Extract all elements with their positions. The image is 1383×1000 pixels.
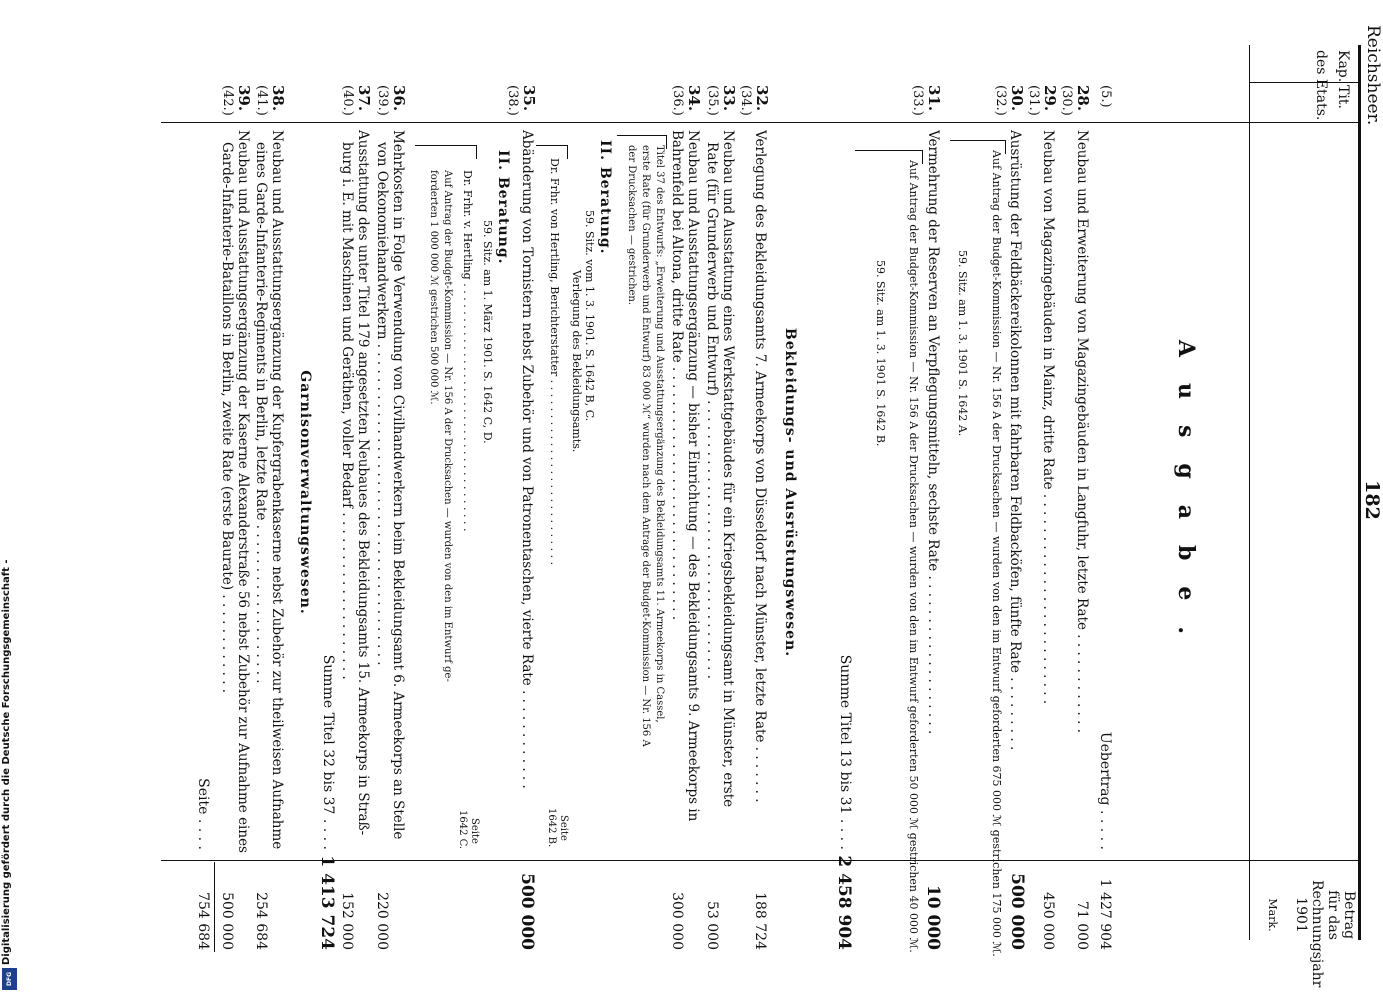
kap-5: (5.) bbox=[1098, 85, 1113, 108]
page-number: 182 bbox=[1361, 480, 1383, 520]
row-38-text: Neubau und Ausstattungsergänzung der Kupfergrabenkaserne nebst Zubehör zur theilweisen Aufnahme bbox=[269, 130, 285, 850]
beratung-b-ref-label: Seite bbox=[469, 818, 480, 844]
beratung-a-ref-label: Seite bbox=[558, 815, 569, 841]
row-30-note: Auf Antrag der Budget-Kommission — Nr. 156 A der Drucksachen — wurden von den im Entwurf geforderten 675 000 ℳ gestrichen 175 000 ℳ. bbox=[990, 150, 1003, 957]
row-36-amount: 220 000 bbox=[374, 892, 390, 950]
row-33-amount: 53 000 bbox=[704, 901, 720, 950]
section-title: Ausgabe. bbox=[1173, 339, 1199, 661]
note-bracket-31-top bbox=[922, 150, 923, 164]
tit-39: 39. bbox=[235, 85, 253, 112]
tit37-note-line-1: Titel 37 des Entwurfs: „Erweiterung und Ausstattungsergänzung des Bekleidungsamts 11. Armeekorps in Cassel, bbox=[654, 145, 665, 723]
column-header-betrag: Betrag für das Rechnungsjahr 1901 bbox=[1293, 880, 1357, 988]
beratung-a-heading: II. Beratung. bbox=[597, 140, 613, 255]
row-36-text: Mehrkosten in Folge Verwendung von Civilhandwerkern beim Bekleidungsamt 6. Armeekorps an Stelle bbox=[390, 130, 406, 840]
kap-34: (34.) bbox=[738, 85, 753, 116]
row-31-sitz: 59. Sitz. am 1. 3. 1901 S. 1642 B. bbox=[874, 260, 887, 447]
note-bracket-tit37-top bbox=[666, 135, 667, 149]
kap-32: (32.) bbox=[993, 85, 1008, 116]
sum-32-37-amount: 1 413 724 bbox=[317, 855, 337, 950]
tit-29: 29. bbox=[1041, 85, 1059, 112]
uebertrag-amount: 1 427 904 bbox=[1097, 878, 1113, 950]
beratung-b-bracket bbox=[415, 145, 477, 146]
row-29-amount: 450 000 bbox=[1040, 892, 1056, 950]
seite-amount: 754 684 bbox=[195, 892, 211, 950]
beratung-b-note-1: Auf Antrag der Budget-Kommission — Nr. 156 A der Drucksachen — wurden von den im Entwurf ge- bbox=[442, 170, 453, 682]
tit-34: 34. bbox=[685, 85, 703, 112]
beratung-a-sitz: 59. Sitz. vom 1. 3. 1901. S. 1642 B, C. bbox=[583, 210, 596, 422]
row-29-text: Neubau von Magazingebäuden in Mainz, dritte Rate . . . . . . . . . . . . . . . . . . . . . . . . . bbox=[1040, 130, 1056, 705]
row-33-text-2: Rate (für Grunderwerb und Entwurf) . . . . . . . . . . . . . . . . . . . . . . . . . . . . . . . . . bbox=[704, 142, 720, 680]
running-header: Reichsheer. bbox=[1363, 25, 1383, 126]
row-28-text: Neubau und Erweiterung von Magazingebäuden in Langfuhr, letzte Rate . . . . . . . . . . . . bbox=[1074, 130, 1090, 733]
clothing-section-heading: Bekleidungs- und Ausrüstungswesen. bbox=[782, 327, 798, 658]
row-32-amount: 188 724 bbox=[752, 892, 768, 950]
kap-38: (38.) bbox=[505, 85, 520, 116]
row-35-amount: 500 000 bbox=[517, 873, 537, 950]
top-rule bbox=[1358, 45, 1361, 940]
tit-30: 30. bbox=[1008, 85, 1026, 112]
note-bracket-30 bbox=[950, 140, 1006, 141]
row-37-text-2: burg i. E. mit Maschinen und Geräthen, voller Bedarf . . . . . . . . . . . . . . . . . . . . bbox=[339, 142, 355, 680]
tit-32: 32. bbox=[753, 85, 771, 112]
header-rule bbox=[1249, 45, 1250, 940]
row-38-text-2: eines Garde-Infanterie-Regiments in Berlin, letzte Rate . . . . . . . . . . . . . . . . . . . bbox=[253, 142, 269, 684]
beratung-b-note-2: forderten 1 000 000 ℳ gestrichen 500 000 ℳ. bbox=[428, 170, 439, 405]
row-31-text: Vermehrung der Reserven an Verpflegungsmitteln, sechste Rate . . . . . . . . . . . . . . . . . . . bbox=[925, 130, 941, 735]
column-header-kap: Kap. bbox=[1335, 50, 1351, 83]
kap-30: (30.) bbox=[1059, 85, 1074, 116]
seite-rule bbox=[214, 862, 215, 952]
row-39-amount: 500 000 bbox=[219, 892, 235, 950]
column-header-tit: Tit. bbox=[1335, 85, 1351, 109]
row-38-amount: 254 684 bbox=[253, 892, 269, 950]
uebertrag-label: Uebertrag . . . . . bbox=[1097, 731, 1113, 850]
tit-31: 31. bbox=[925, 85, 943, 112]
sum-32-37-label: Summe Titel 32 bis 37 . . . . bbox=[320, 654, 336, 850]
beratung-b-bracket-top bbox=[476, 145, 477, 159]
kap-31: (31.) bbox=[1026, 85, 1041, 116]
row-35-text: Abänderung von Tornistern nebst Zubehör und von Patronentaschen, vierte Rate . . . . . . . . . . . . bbox=[519, 130, 535, 789]
row-30-sitz: 59. Sitz. am 1. 3. 1901 S. 1642 A. bbox=[956, 250, 969, 437]
tit-36: 36. bbox=[390, 85, 408, 112]
row-31-amount: 10 000 bbox=[923, 884, 943, 950]
beratung-a-reporter: Dr. Frhr. von Hertling, Berichterstatter . . . . . . . . . . . . . . . . . . . . . . . . . . . bbox=[548, 158, 561, 566]
beratung-b-sitz: 59. Sitz. am 1. März 1901. S. 1642 C, D. bbox=[481, 220, 494, 444]
beratung-b-ref: 1642 C. bbox=[457, 810, 468, 850]
row-33-text: Neubau und Ausstattung eines Werkstattgebäudes für ein Kriegsbekleidungsamt in Münster, erste bbox=[720, 130, 736, 808]
garrison-section-heading: Garnisonverwaltungswesen. bbox=[297, 370, 313, 615]
row-32-text: Verlegung des Bekleidungsamts 7. Armeekorps von Düsseldorf nach Münster, letzte Rate . . . . . . . bbox=[752, 130, 768, 803]
row-28-amount: 71 000 bbox=[1074, 901, 1090, 950]
beratung-a-bracket-top bbox=[567, 145, 568, 159]
header-divider-kap bbox=[1250, 82, 1361, 83]
tit-37: 37. bbox=[355, 85, 373, 112]
funding-strip bbox=[0, 0, 20, 1000]
tit-38: 38. bbox=[269, 85, 287, 112]
tit-28: 28. bbox=[1074, 85, 1092, 112]
funding-credit-text: Digitalisierung gefördert durch die Deutsche Forschungsgemeinschaft - bbox=[1, 559, 12, 965]
row-37-amount: 152 000 bbox=[339, 892, 355, 950]
row-34-amount: 300 000 bbox=[669, 892, 685, 950]
row-30-text: Ausrüstung der Feldbäckereikolonnen mit fahrbaren Feldbacköfen, fünfte Rate . . . . . . . . . bbox=[1007, 130, 1023, 751]
tit-33: 33. bbox=[720, 85, 738, 112]
row-30-amount: 500 000 bbox=[1007, 873, 1027, 950]
kap-40: (40.) bbox=[340, 85, 355, 116]
beratung-a-ref: 1642 B. bbox=[546, 808, 557, 848]
document-page bbox=[123, 0, 1383, 1000]
beratung-b-reporter: Dr. Frhr. v. Hertling . . . . . . . . . . . . . . . . . . . . . . . . . . . . . . . . . . . . bbox=[461, 170, 474, 532]
sum-13-31-amount: 2 458 904 bbox=[834, 855, 854, 950]
kap-41: (41.) bbox=[254, 85, 269, 116]
tit-35: 35. bbox=[520, 85, 538, 112]
dfg-logo: DFG bbox=[2, 968, 17, 990]
column-header-etats: des Etats. bbox=[1313, 50, 1329, 121]
kap-36: (36.) bbox=[670, 85, 685, 116]
beratung-b-heading: II. Beratung. bbox=[495, 150, 511, 265]
kap-42: (42.) bbox=[220, 85, 235, 116]
kap-39: (39.) bbox=[375, 85, 390, 116]
note-bracket-31 bbox=[855, 150, 923, 151]
beratung-a-title: Verlegung des Bekleidungsamts. bbox=[570, 270, 583, 453]
beratung-a-bracket bbox=[536, 145, 568, 146]
tit37-note-line-2: erste Rate (für Grunderwerb und Entwurf) 83 000 ℳ“ wurden nach dem Antrage der Budget-Kommission — Nr. 156 A bbox=[640, 145, 651, 747]
row-37-text: Ausstattung des unter Titel 179 angesetzten Neubaues des Bekleidungsamts 15. Armeekorps in Straß- bbox=[355, 130, 371, 836]
seite-label: Seite . . . . bbox=[195, 778, 211, 850]
sum-13-31-label: Summe Titel 13 bis 31 . . . . bbox=[837, 654, 853, 850]
note-bracket-30-top bbox=[1005, 140, 1006, 154]
column-header-mark: Mark. bbox=[1266, 898, 1279, 932]
row-36-text-2: von Oekonomiehandwerkern . . . . . . . . . . . . . . . . . . . . . . . . . . . . . . . . . . . . . . bbox=[374, 142, 390, 666]
row-39-text: Neubau und Ausstattungsergänzung der Kaserne Alexanderstraße 56 nebst Zubehör zur Aufnahme eines bbox=[235, 130, 251, 853]
kap-35: (35.) bbox=[705, 85, 720, 116]
row-31-note: Auf Antrag der Budget-Kommission — Nr. 156 A der Drucksachen — wurden von den im Entwurf geforderten 50 000 ℳ gestrichen 40 000 ℳ. bbox=[907, 160, 920, 953]
kap-33: (33.) bbox=[910, 85, 925, 116]
row-39-text-2: Garde-Infanterie-Bataillons in Berlin, zweite Rate (erste Baurate) . . . . . . . . . . . . bbox=[219, 142, 235, 694]
tit37-note-line-3: der Drucksachen — gestrichen. bbox=[626, 145, 637, 306]
row-34-text: Neubau und Ausstattungsergänzung — bisher Einrichtung — des Bekleidungsamts 9. Armeekorps in bbox=[685, 130, 701, 822]
note-bracket-tit37 bbox=[617, 135, 667, 136]
row-34-text-2: Bahrenfeld bei Altona, dritte Rate . . . . . . . . . . . . . . . . . . . . . . . . . . . . . . bbox=[669, 130, 685, 621]
